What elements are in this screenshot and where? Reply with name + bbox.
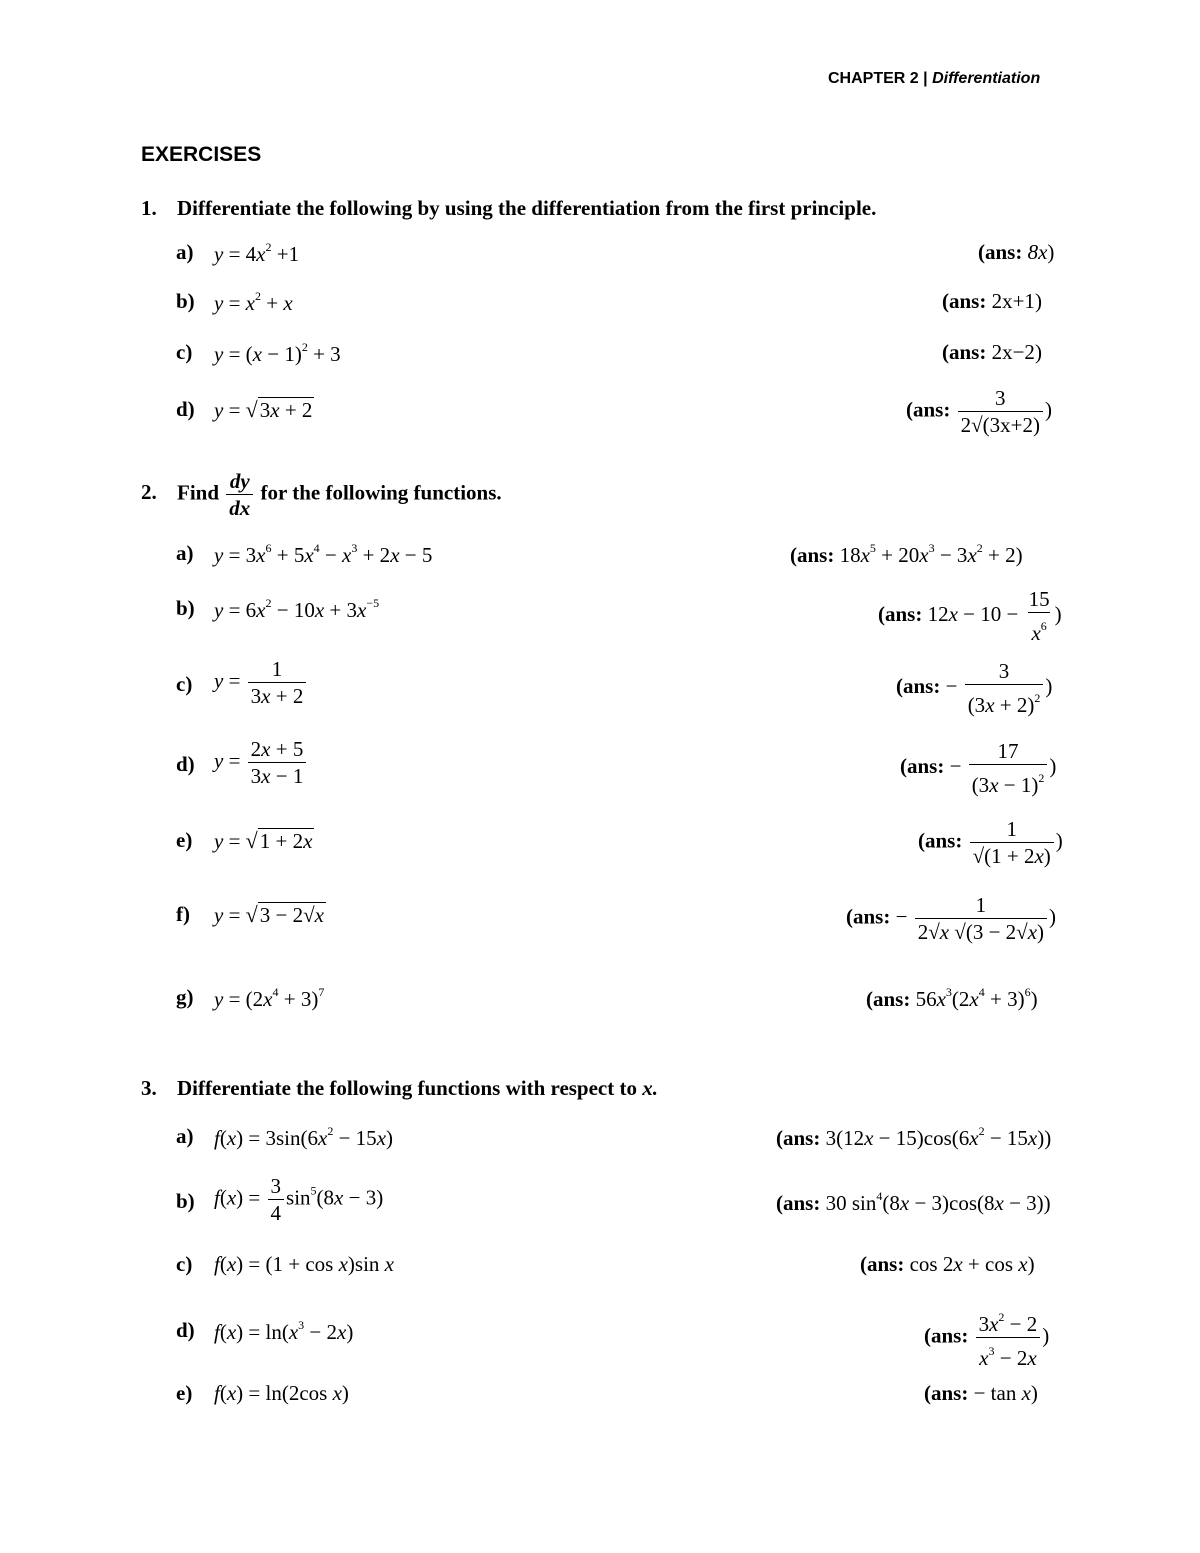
expression: $f(x) = \ln(x^3 - 2x)$ — [214, 1318, 354, 1344]
expression: $y = (2x^4 + 3)^7$ — [214, 985, 325, 1011]
expression: y = $\frac{2x + 5}{3x - 1}$ — [214, 736, 308, 789]
item-label: e) — [176, 1381, 193, 1405]
item-label: d) — [176, 752, 195, 776]
item-label: e) — [176, 828, 193, 852]
expression: $y = x^2 + x$ — [214, 289, 293, 315]
expression: f(x) = ln(2cos x) — [214, 1381, 349, 1405]
question-number: 2. — [141, 480, 157, 505]
answer: (ans: 8x) — [978, 240, 1055, 264]
answer: (ans: $18x^5 + 20x^3 - 3x^2 + 2$) — [790, 541, 1023, 567]
answer: (ans: − tan x) — [924, 1381, 1038, 1405]
page-title: EXERCISES — [141, 143, 262, 166]
expression: f(x) = $\frac{3}{4}$ $\sin^5(8x - 3)$ — [214, 1174, 384, 1225]
answer: (ans: 12x − 10 − $\frac{15}{x^6}$ ) — [878, 587, 1062, 645]
expression: y = √3x + 2 — [214, 397, 313, 422]
item-label: b) — [176, 596, 195, 620]
item-label: d) — [176, 1318, 195, 1342]
expression: f(x) = (1 + cos x)sin x — [214, 1252, 394, 1276]
question-number: 3. — [141, 1076, 157, 1100]
item-label: b) — [176, 1189, 195, 1213]
item-label: f) — [176, 902, 190, 926]
answer: (ans: $\frac{1}{√(1 + 2x)}$ ) — [918, 817, 1063, 868]
expression: $y = 3x^6 + 5x^4 - x^3 + 2x - 5$ — [214, 541, 433, 567]
answer: (ans: $3(12x - 15)\cos(6x^2 - 15x)$) — [776, 1124, 1052, 1150]
item-label: c) — [176, 1252, 193, 1276]
expression: y = $\frac{1}{3x + 2}$ — [214, 656, 308, 709]
question-3: 3. Differentiate the following functions with respect to x. — [141, 1076, 658, 1100]
answer: (ans: 30 $\sin^4(8x - 3)\cos(8x - 3)$) — [776, 1189, 1051, 1215]
expression: $f(x) = 3\sin(6x^2 - 15x)$ — [214, 1124, 394, 1150]
item-label: c) — [176, 340, 193, 364]
item-label: a) — [176, 240, 194, 264]
question-2: 2. Find $\frac{dy}{dx}$ for the following functions. — [141, 469, 502, 520]
expression: $y = (x - 1)^2 + 3$ — [214, 340, 341, 366]
item-label: a) — [176, 541, 194, 565]
expression: $y = 4x^2 +1$ — [214, 240, 300, 266]
answer: (ans: $\frac{3}{2√(3x+2)}$ ) — [906, 386, 1052, 437]
answer: (ans: − $\frac{17}{(3x - 1)^2}$ ) — [900, 739, 1057, 797]
item-label: b) — [176, 289, 195, 313]
page-header — [828, 70, 1062, 88]
answer: (ans: $\frac{3x^2 - 2}{x^3 - 2x}$ ) — [924, 1310, 1050, 1370]
answer: (ans: 2x−2) — [942, 340, 1042, 364]
item-label: a) — [176, 1124, 194, 1148]
expression: $y = 6x^2 - 10x + 3x^{-5}$ — [214, 596, 380, 622]
question-1 — [141, 196, 876, 221]
answer: (ans: $56x^3(2x^4 + 3)^6$) — [866, 985, 1038, 1011]
answer: (ans: 2x+1) — [942, 289, 1042, 313]
answer: (ans: − $\frac{3}{(3x + 2)^2}$ ) — [896, 659, 1053, 717]
question-number: 1. — [141, 196, 157, 220]
question-text: Differentiate the following by using the differentiation from the first principle. — [177, 196, 877, 220]
item-label: d) — [176, 397, 195, 421]
answer: (ans: − $\frac{1}{2√x √(3 - 2√x)}$ ) — [846, 893, 1057, 944]
chapter-label: CHAPTER 2 | — [828, 70, 928, 87]
answer: (ans: cos 2x + cos x) — [860, 1252, 1035, 1276]
item-label: c) — [176, 672, 193, 696]
expression: y = √3 − 2√x — [214, 902, 324, 927]
chapter-subtitle: Differentiation — [932, 70, 1041, 87]
expression: y = √1 + 2x — [214, 828, 313, 853]
item-label: g) — [176, 985, 194, 1009]
